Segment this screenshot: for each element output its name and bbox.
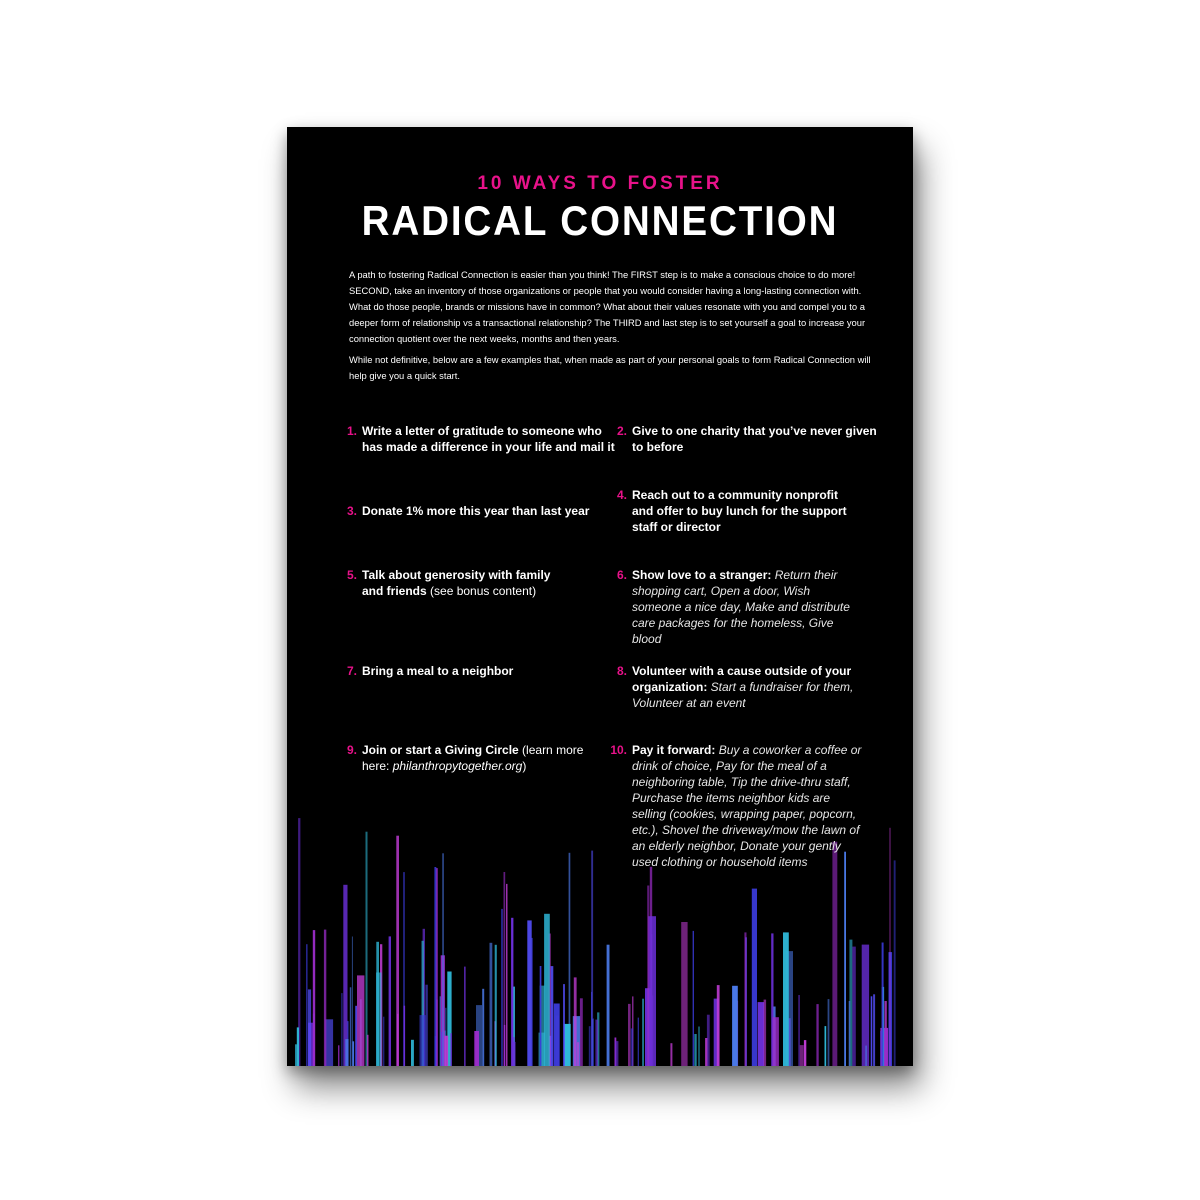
light-bar: [464, 967, 466, 1066]
list-item: [346, 663, 620, 679]
list-item: [346, 423, 620, 455]
light-bar: [758, 1002, 765, 1066]
list-item: [616, 663, 867, 711]
light-bar: [350, 987, 352, 1066]
light-bar: [804, 1040, 806, 1066]
light-bar: [628, 1004, 631, 1066]
light-bar: [752, 889, 757, 1066]
light-bar: [773, 1017, 779, 1066]
poster: [287, 127, 913, 1066]
light-bar: [563, 984, 565, 1066]
light-bar: [513, 1037, 515, 1066]
light-bar: [341, 993, 342, 1066]
light-bar: [474, 1031, 479, 1066]
light-bar: [844, 852, 846, 1066]
light-bar: [551, 966, 554, 1066]
light-bar: [445, 1036, 449, 1066]
light-bar: [871, 996, 873, 1066]
poster-kicker: 10 WAYS TO FOSTER: [477, 173, 723, 194]
light-bar: [540, 966, 542, 1066]
item-number: 7.: [346, 664, 357, 678]
light-bar: [849, 1001, 851, 1066]
light-bar: [396, 836, 399, 1066]
light-bar: [501, 909, 503, 1066]
light-bar: [366, 832, 368, 1066]
item-bold-text: Pay it forward:: [632, 743, 716, 757]
light-bar: [434, 867, 436, 1066]
light-bar: [389, 936, 391, 1066]
list-item: [346, 567, 557, 599]
light-bar: [670, 1043, 672, 1066]
item-bold-text: Donate 1% more this year than last year: [362, 504, 590, 518]
light-bar: [783, 932, 789, 1066]
light-bar: [297, 1027, 299, 1066]
light-bar: [308, 989, 311, 1066]
light-bar: [338, 1045, 339, 1066]
light-bar: [313, 930, 315, 1066]
light-bar: [799, 995, 800, 1066]
light-bar: [693, 931, 694, 1066]
intro-text: [349, 267, 877, 389]
light-bar: [352, 1041, 354, 1066]
light-bar: [580, 998, 583, 1066]
light-bar: [411, 1040, 414, 1066]
light-bar: [527, 920, 531, 1066]
light-bar: [828, 999, 830, 1066]
light-bar: [852, 947, 856, 1066]
intro-paragraph: While not definitive, below are a few examples that, when made as part of your personal goals to form Radical Connection will help give you a quick start.: [349, 354, 871, 381]
light-bar: [442, 853, 444, 1066]
item-number: 10.: [610, 743, 627, 757]
light-bar: [554, 1004, 560, 1067]
item-number: 8.: [616, 664, 627, 678]
light-bar: [816, 1004, 818, 1066]
light-bar: [591, 851, 593, 1066]
light-bar: [306, 944, 308, 1066]
item-bold-text: Join or start a Giving Circle: [362, 743, 519, 757]
light-bar: [511, 918, 513, 1066]
light-bar: [865, 1046, 867, 1066]
light-bar: [882, 943, 884, 1067]
item-number: 1.: [346, 424, 357, 438]
light-bar: [436, 868, 438, 1066]
item-number: 2.: [616, 424, 627, 438]
light-bar: [832, 842, 837, 1066]
light-bar: [325, 1019, 333, 1066]
item-italic-text: Return their shopping cart, Open a door, Wish someone a nice day, Make and distribute care packages for the homeless, Give blood: [632, 568, 850, 646]
item-italic-text: Start a fundraiser for them, Volunteer at an event: [632, 680, 854, 710]
light-bar: [825, 1026, 827, 1066]
item-normal-text: ): [522, 759, 527, 773]
light-bar: [324, 930, 326, 1066]
light-bar: [631, 1028, 634, 1066]
light-bar: [873, 994, 875, 1066]
light-bar: [383, 1017, 384, 1066]
light-bar: [890, 828, 891, 1066]
item-normal-text: (see bonus content): [426, 584, 537, 598]
light-bar: [707, 1015, 710, 1066]
light-bar: [420, 1015, 426, 1066]
light-bar: [642, 999, 644, 1066]
light-bar: [607, 945, 610, 1066]
light-bar: [589, 1026, 591, 1066]
list-item: [610, 742, 867, 870]
light-bar: [638, 1018, 639, 1066]
light-bar: [652, 995, 654, 1066]
item-bold-text: Show love to a stranger:: [632, 568, 772, 582]
light-bar: [357, 975, 364, 1066]
light-bar: [681, 922, 687, 1066]
light-bar: [482, 989, 484, 1066]
item-italic-text: Buy a coworker a coffee or drink of choice, Pay for the meal of a neighboring table, Tip the drive-thru staff, Purchase the items neighbor kids are selling (cookies, wrapping paper, popcorn, etc.), Shovel the driveway/mow the lawn of an elderly neighbor, Donate your gently used clothing or household items: [632, 743, 862, 869]
intro-paragraph: A path to fostering Radical Connection is easier than you think! The FIRST step is to make a conscious choice to do more! SECOND, take an inventory of those organizations or people that you would consider having a long-lasting connection with. What do those people, brands or missions have in common? What about their values resonate with you and compel you to a deeper form of relationship vs a transactional relationship? The THIRD and last step is to set yourself a goal to increase your connection quotient over the next weeks, months and then years.: [349, 269, 866, 344]
item-number: 5.: [346, 568, 357, 582]
item-bold-text: Reach out to a community nonprofit and offer to buy lunch for the support staff or director: [632, 488, 847, 534]
light-bar: [694, 1034, 696, 1066]
light-bar: [647, 886, 649, 1067]
item-number: 3.: [346, 504, 357, 518]
light-bar: [564, 1024, 571, 1066]
light-bar: [451, 1033, 452, 1066]
light-bar: [376, 973, 382, 1067]
light-bar: [506, 884, 508, 1066]
light-bar: [717, 985, 720, 1066]
item-number: 4.: [616, 488, 627, 502]
item-bold-text: Volunteer with a cause outside of your organization:: [632, 664, 852, 694]
light-bar: [343, 885, 347, 1066]
light-bar: [732, 986, 738, 1066]
light-bar: [367, 1035, 369, 1066]
item-bold-text: Write a letter of gratitude to someone who has made a difference in your life and mail it: [362, 424, 615, 454]
list-item: [346, 742, 597, 774]
light-bar: [577, 1042, 579, 1066]
item-normal-text: (learn more here:: [362, 743, 584, 773]
list-item: [616, 567, 860, 647]
light-bar: [699, 1027, 700, 1067]
light-bar: [440, 996, 441, 1066]
light-bar: [495, 945, 497, 1066]
light-bar: [615, 1041, 618, 1066]
list-item: [346, 503, 620, 519]
list-item: [616, 423, 890, 455]
item-bold-text: Bring a meal to a neighbor: [362, 664, 514, 678]
light-bar: [744, 932, 746, 1066]
light-bar: [404, 1006, 406, 1066]
item-bold-text: Give to one charity that you’ve never given to before: [632, 424, 877, 454]
poster-title: RADICAL CONNECTION: [361, 197, 839, 244]
light-bar: [355, 1006, 357, 1066]
light-bar: [800, 1045, 804, 1066]
item-link-text: philanthropytogether.org: [392, 759, 523, 773]
light-bar: [894, 860, 896, 1066]
light-bar: [764, 1000, 767, 1066]
light-bar: [574, 977, 577, 1066]
item-bold-text: Talk about generosity with family and friends: [362, 568, 551, 598]
light-bar: [345, 1039, 348, 1066]
list-item: [616, 487, 847, 535]
item-number: 9.: [346, 743, 357, 757]
item-number: 6.: [616, 568, 627, 582]
light-bar: [544, 914, 550, 1066]
light-bar: [504, 872, 506, 1066]
light-bar: [595, 1020, 598, 1066]
light-bar: [490, 943, 493, 1066]
